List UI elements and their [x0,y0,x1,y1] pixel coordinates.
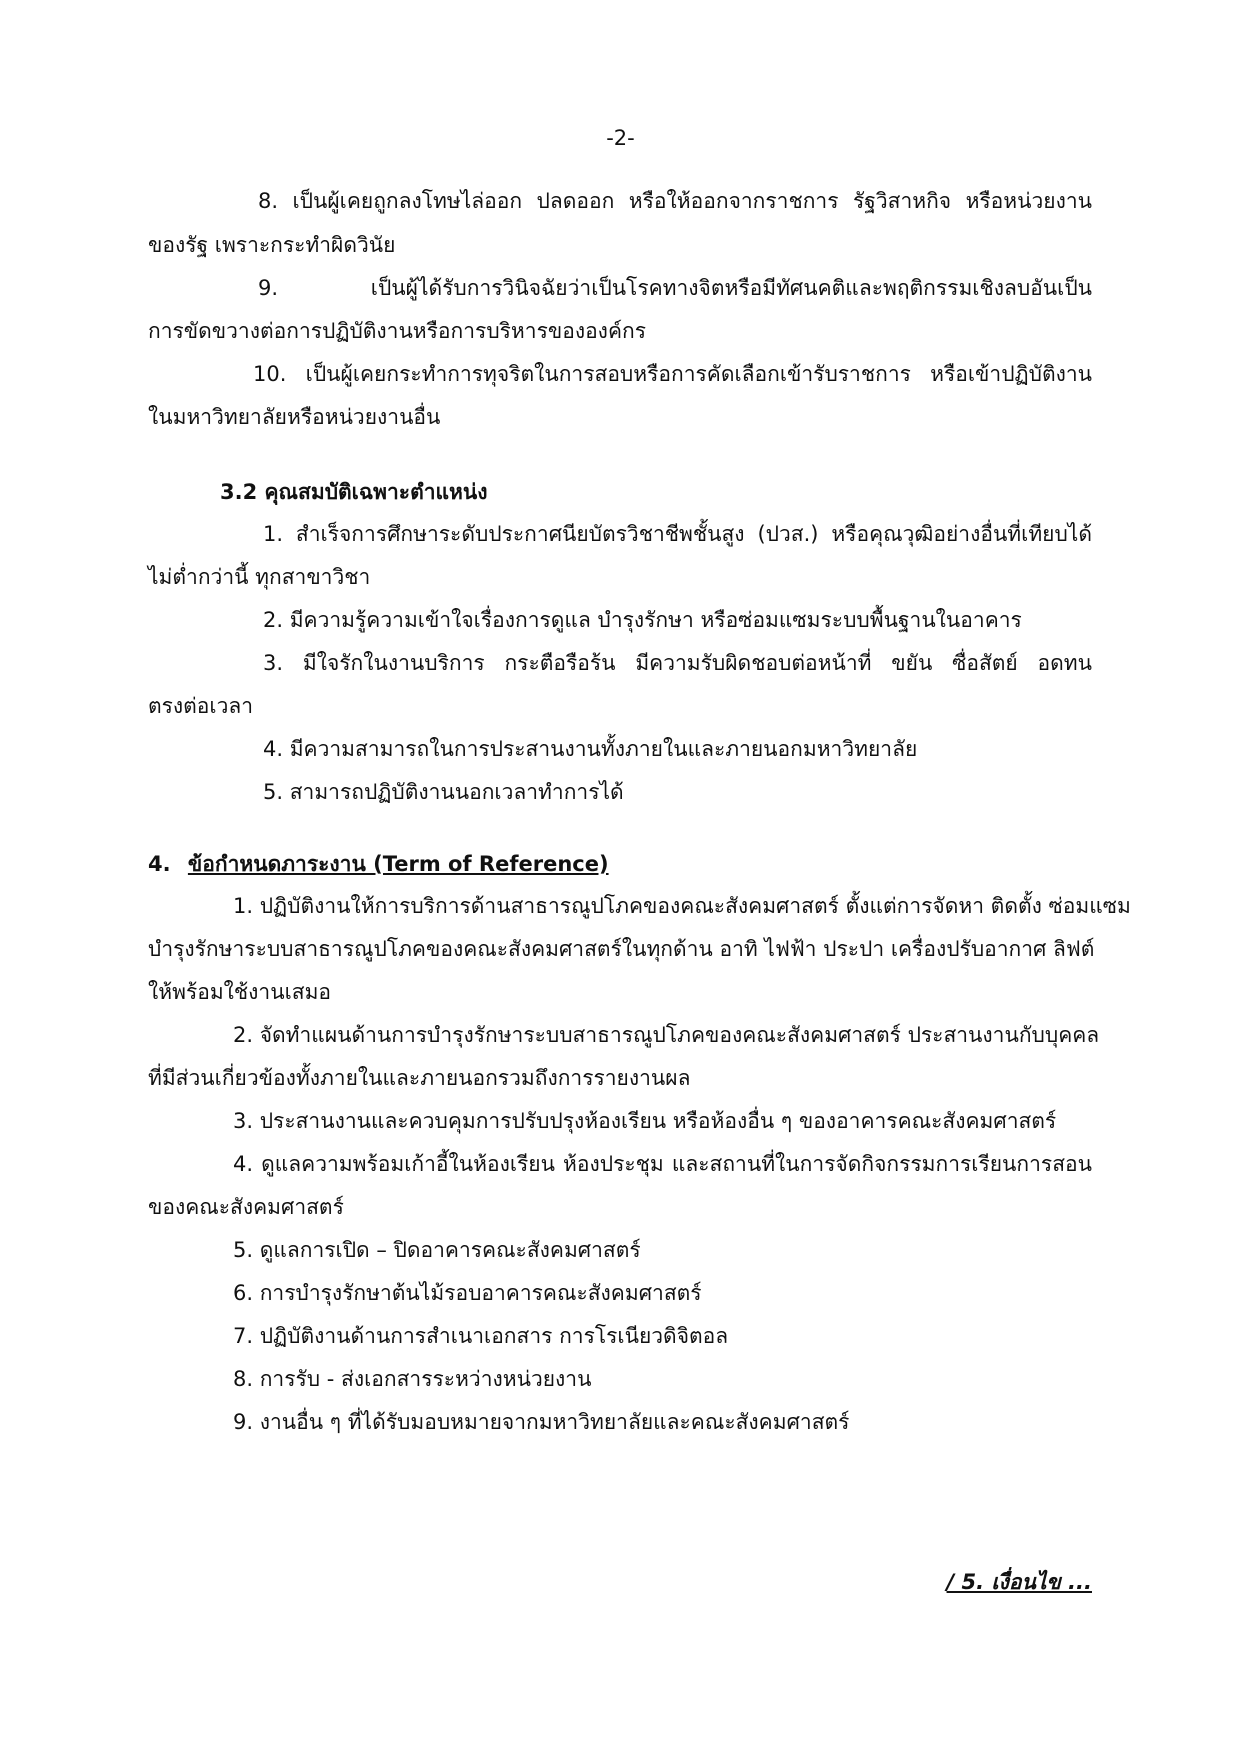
tor-1-line1: 1. ปฏิบัติงานให้การบริการด้านสาธารณูปโภคของคณะสังคมศาสตร์ ตั้งแต่การจัดหา ติดตั้ง ซ่อมแซม [233,894,1131,918]
item-8-line1: 8. เป็นผู้เคยถูกลงโทษไล่ออก ปลดออก หรือให้ออกจากราชการ รัฐวิสาหกิจ หรือหน่วยงาน [258,189,1092,213]
tor-8: 8. การรับ - ส่งเอกสารระหว่างหน่วยงาน [233,1367,592,1391]
item-9-line1: 9. เป็นผู้ได้รับการวินิจฉัยว่าเป็นโรคทางจิตหรือมีทัศนคติและพฤติกรรมเชิงลบอันเป็น [258,276,1092,300]
item-9-line2: การขัดขวางต่อการปฏิบัติงานหรือการบริหารขององค์กร [148,319,646,343]
item-10-line1: 10. เป็นผู้เคยกระทำการทุจริตในการสอบหรือการคัดเลือกเข้ารับราชการ หรือเข้าปฏิบัติงาน [253,362,1092,386]
tor-5: 5. ดูแลการเปิด – ปิดอาคารคณะสังคมศาสตร์ [233,1238,641,1262]
tor-2-line2: ที่มีส่วนเกี่ยวข้องทั้งภายในและภายนอกรวมถึงการรายงานผล [148,1066,691,1090]
qual-1-line2: ไม่ต่ำกว่านี้ ทุกสาขาวิชา [148,565,371,589]
page-number: -2- [606,126,635,150]
qual-2: 2. มีความรู้ความเข้าใจเรื่องการดูแล บำรุงรักษา หรือซ่อมแซมระบบพื้นฐานในอาคาร [263,608,1022,632]
qual-3-line1: 3. มีใจรักในงานบริการ กระตือรือร้น มีความรับผิดชอบต่อหน้าที่ ขยัน ซื่อสัตย์ อดทน [263,651,1092,675]
tor-4-line2: ของคณะสังคมศาสตร์ [148,1195,344,1219]
qual-3-line2: ตรงต่อเวลา [148,694,254,718]
tor-3: 3. ประสานงานและควบคุมการปรับปรุงห้องเรียน หรือห้องอื่น ๆ ของอาคารคณะสังคมศาสตร์ [233,1109,1057,1133]
section-4-title: ข้อกำหนดภาระงาน (Term of Reference) [187,852,609,876]
section-4-heading [148,850,1092,878]
tor-9: 9. งานอื่น ๆ ที่ได้รับมอบหมายจากมหาวิทยาลัยและคณะสังคมศาสตร์ [233,1410,850,1434]
tor-1-line3: ให้พร้อมใช้งานเสมอ [148,980,332,1004]
section-3-2-heading: 3.2 คุณสมบัติเฉพาะตำแหน่ง [220,480,488,504]
qual-1-line1: 1. สำเร็จการศึกษาระดับประกาศนียบัตรวิชาชีพชั้นสูง (ปวส.) หรือคุณวุฒิอย่างอื่นที่เทียบได้ [263,522,1092,546]
continuation-footer: / 5. เงื่อนไข ... [946,1570,1092,1594]
qual-5: 5. สามารถปฏิบัติงานนอกเวลาทำการได้ [263,780,624,804]
tor-2-line1: 2. จัดทำแผนด้านการบำรุงรักษาระบบสาธารณูปโภคของคณะสังคมศาสตร์ ประสานงานกับบุคคล [233,1023,1100,1047]
qual-4: 4. มีความสามารถในการประสานงานทั้งภายในและภายนอกมหาวิทยาลัย [263,737,918,761]
item-8-line2: ของรัฐ เพราะกระทำผิดวินัย [148,233,396,257]
tor-7: 7. ปฏิบัติงานด้านการสำเนาเอกสาร การโรเนียวดิจิตอล [233,1324,729,1348]
tor-1-line2: บำรุงรักษาระบบสาธารณูปโภคของคณะสังคมศาสตร์ในทุกด้าน อาทิ ไฟฟ้า ประปา เครื่องปรับอากาศ ลิฟต์ [148,937,1095,961]
section-4-number: 4. [148,852,171,876]
tor-4-line1: 4. ดูแลความพร้อมเก้าอี้ในห้องเรียน ห้องประชุม และสถานที่ในการจัดกิจกรรมการเรียนการสอน [233,1152,1092,1176]
item-10-line2: ในมหาวิทยาลัยหรือหน่วยงานอื่น [148,405,441,429]
tor-6: 6. การบำรุงรักษาต้นไม้รอบอาคารคณะสังคมศาสตร์ [233,1281,702,1305]
